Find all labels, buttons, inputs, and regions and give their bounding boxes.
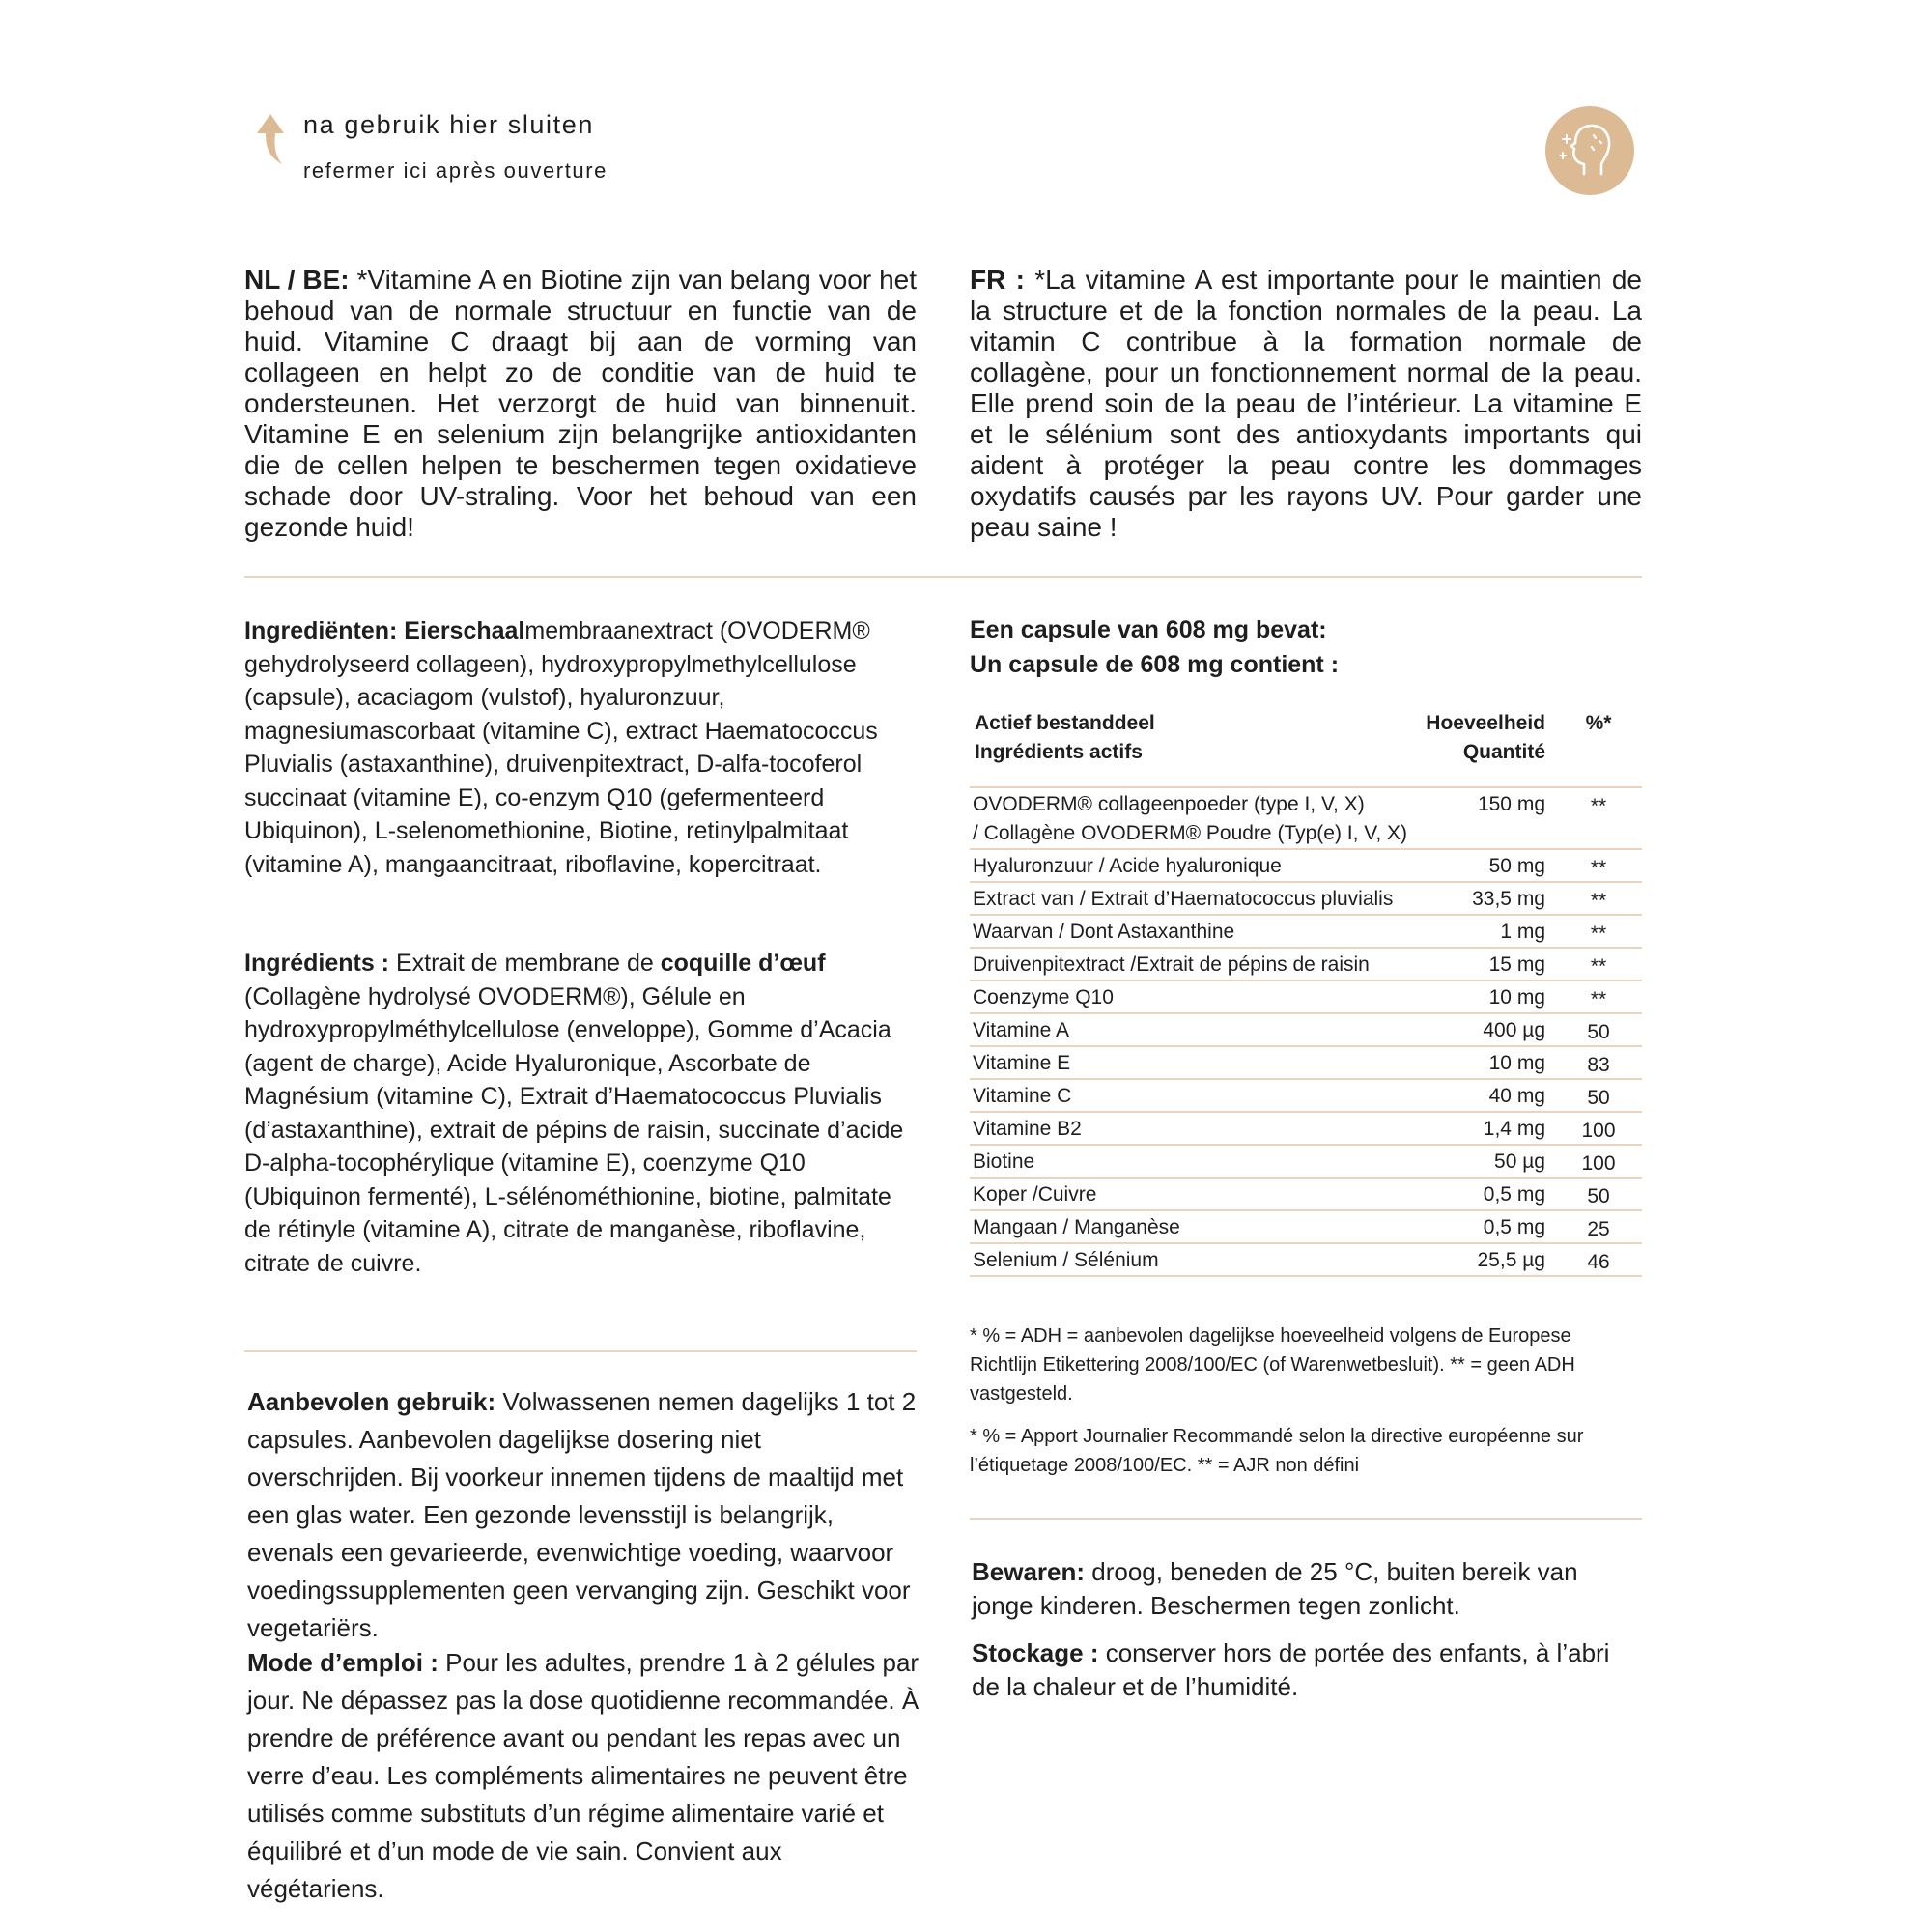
skin-face-icon [1545, 106, 1634, 195]
row-qty: 33,5 mg [1472, 888, 1545, 910]
ingredients-fr-text-2: (Collagène hydrolysé OVODERM®), Gélule en hydroxypropylméthylcellulose (enveloppe), Gomme d’Acacia (agent de charge), Acide Hyaluronique, Ascorbate de Magnésium (vitamine C), Extrait d’Haematococcus Pluvialis (d’astaxanthine), extrait de pépins de raisin, succinate d’acide D-alpha-tocophérylique (vitamine E), coenzyme Q10 (Ubiquinon fermenté), L-sélénométhionine, biotine, palmitate de rétinyle (vitamine A), citrate de manganèse, riboflavine, citrate de cuivre. [244, 982, 904, 1277]
close-instruction-nl: na gebruik hier sluiten [303, 110, 594, 139]
row-qty: 50 µg [1494, 1151, 1545, 1173]
row-qty: 10 mg [1488, 986, 1545, 1009]
row-name-line1: OVODERM® collageenpoeder (type I, V, X) [973, 793, 1365, 815]
header-col-percent: %* [1585, 712, 1612, 734]
capsule-title-nl: Een capsule van 608 mg bevat: [970, 616, 1327, 643]
row-name: Koper /Cuivre [973, 1183, 1097, 1206]
storage-fr [972, 1636, 1644, 1704]
table-row [970, 1047, 1642, 1080]
row-name: Vitamine B2 [973, 1118, 1082, 1140]
row-pct: ** [1590, 857, 1607, 879]
row-qty: 15 mg [1488, 953, 1545, 976]
table-row [970, 1080, 1642, 1113]
row-name: Vitamine A [973, 1019, 1070, 1041]
table-row [970, 1014, 1642, 1047]
header-col-quantity-fr: Quantité [1462, 741, 1545, 763]
row-pct: 100 [1581, 1120, 1616, 1142]
row-qty: 40 mg [1488, 1085, 1545, 1107]
ingredients-fr-bold: coquille d’œuf [660, 950, 826, 977]
row-name: Extract van / Extrait d’Haematococcus pluvialis [973, 888, 1394, 910]
table-row [970, 788, 1642, 850]
usage-nl [247, 1383, 923, 1647]
row-pct: ** [1590, 955, 1607, 978]
row-pct: 50 [1587, 1087, 1610, 1109]
divider [244, 576, 1642, 578]
row-pct: 50 [1587, 1185, 1610, 1208]
row-name-line2: / Collagène OVODERM® Poudre (Typ(e) I, V, X) [973, 822, 1408, 844]
table-row [970, 1146, 1642, 1179]
row-qty: 400 µg [1483, 1019, 1545, 1041]
footnote-nl: * % = ADH = aanbevolen dagelijkse hoeveelheid volgens de Europese Richtlijn Etikettering 2008/100/EC (of Warenwetbesluit). ** = geen ADH vastgesteld. [970, 1325, 1575, 1405]
divider [244, 1350, 917, 1352]
header-col-quantity-nl: Hoeveelheid [1426, 712, 1545, 734]
storage-fr-text: conserver hors de portée des enfants, à l’abri de la chaleur et de l’humidité. [972, 1638, 1610, 1701]
row-qty: 50 mg [1488, 855, 1545, 877]
row-name: Druivenpitextract /Extrait de pépins de raisin [973, 953, 1370, 976]
table-row [970, 981, 1642, 1014]
usage-fr-label: Mode d’emploi : [247, 1648, 439, 1677]
row-qty: 1,4 mg [1483, 1118, 1545, 1140]
row-qty: 10 mg [1488, 1052, 1545, 1074]
row-name: Biotine [973, 1151, 1035, 1173]
claim-fr [970, 265, 1642, 543]
row-pct: ** [1590, 890, 1607, 912]
row-name: Selenium / Sélénium [973, 1249, 1159, 1271]
storage-nl [972, 1555, 1644, 1623]
row-pct: ** [1590, 988, 1607, 1010]
row-qty: 0,5 mg [1483, 1183, 1545, 1206]
capsule-title-fr: Un capsule de 608 mg contient : [970, 651, 1340, 678]
usage-nl-label: Aanbevolen gebruik: [247, 1387, 496, 1416]
claim-fr-text: *La vitamine A est importante pour le maintien de la structure et de la fonction normales de la peau. La vitamin C contribue à la formation normale de collagène, pour un fonctionnement normal de la peau. Elle prend soin de la peau de l’intérieur. La vitamine E et le sélénium sont des antioxydants importants qui aident à protéger la peau contre les dommages oxydatifs causés par les rayons UV. Pour garder une peau saine ! [970, 265, 1642, 542]
divider [970, 1518, 1642, 1520]
row-pct: 25 [1587, 1218, 1610, 1240]
table-row [970, 949, 1642, 981]
row-pct: 50 [1587, 1021, 1610, 1043]
ingredients-nl [244, 614, 920, 881]
ingredients-nl-bold: Eierschaal [397, 617, 525, 644]
ingredients-nl-label: Ingrediënten: [244, 617, 398, 644]
header-col-ingredient-fr: Ingrédients actifs [975, 741, 1143, 763]
ingredients-nl-text: membraanextract (OVODERM® gehydrolyseerd collageen), hydroxypropylmethylcellulose (capsule), acaciagom (vulstof), hyaluronzuur, magnesiumascorbaat (vitamine C), extract Haematococcus Pluvialis (astaxanthine), druivenpitextract, D-alfa-tocoferol succinaat (vitamine E), co-enzym Q10 (gefermenteerd Ubiquinon), L-selenomethionine, Biotine, retinylpalmitaat (vitamine A), mangaancitraat, riboflavine, kopercitraat. [244, 617, 878, 878]
row-pct: 100 [1581, 1152, 1616, 1175]
table-header [970, 709, 1642, 788]
row-name: Vitamine E [973, 1052, 1071, 1074]
usage-fr-text: Pour les adultes, prendre 1 à 2 gélules par jour. Ne dépassez pas la dose quotidienne recommandée. À prendre de préférence avant ou pendant les repas avec un verre d’eau. Les compléments alimentaires ne peuvent être utilisés comme substituts d’un régime alimentaire varié et équilibré et d’un mode de vie sain. Convient aux végétariens. [247, 1648, 920, 1903]
claim-fr-label: FR : [970, 265, 1025, 295]
table-row [970, 1113, 1642, 1146]
row-pct: 83 [1587, 1054, 1610, 1076]
storage-nl-text: droog, beneden de 25 °C, buiten bereik van jonge kinderen. Beschermen tegen zonlicht. [972, 1557, 1578, 1620]
table-row [970, 1211, 1642, 1244]
row-qty: 25,5 µg [1477, 1249, 1545, 1271]
row-pct: ** [1590, 923, 1607, 945]
claim-nl-label: NL / BE: [244, 265, 350, 295]
close-instruction-fr: refermer ici après ouverture [303, 158, 608, 183]
row-pct: 46 [1587, 1251, 1610, 1273]
row-qty: 150 mg [1477, 793, 1545, 815]
header-col-ingredient-nl: Actief bestanddeel [975, 712, 1155, 734]
row-name [973, 790, 1427, 848]
row-name: Waarvan / Dont Astaxanthine [973, 921, 1235, 943]
table-row [970, 1179, 1642, 1211]
table-row [970, 883, 1642, 916]
row-name: Vitamine C [973, 1085, 1072, 1107]
storage-nl-label: Bewaren: [972, 1557, 1086, 1586]
usage-nl-text: Volwassenen nemen dagelijks 1 tot 2 capsules. Aanbevolen dagelijkse dosering niet overschrijden. Bij voorkeur innemen tijdens de maaltijd met een glas water. Een gezonde levensstijl is belangrijk, evenals een gevarieerde, evenwichtige voeding, waarvoor voedingssupplementen geen vervanging zijn. Geschikt voor vegetariërs. [247, 1387, 917, 1642]
row-pct: ** [1590, 795, 1607, 817]
footnote-fr: * % = Apport Journalier Recommandé selon la directive européenne sur l’étiquetage 2008/100/EC. ** = AJR non défini [970, 1426, 1584, 1476]
row-qty: 1 mg [1500, 921, 1545, 943]
table-row [970, 850, 1642, 883]
table-row [970, 1244, 1642, 1277]
claim-nl [244, 265, 917, 543]
arrow-up-icon [253, 112, 288, 166]
row-name: Coenzyme Q10 [973, 986, 1114, 1009]
table-row [970, 916, 1642, 949]
claim-nl-text: *Vitamine A en Biotine zijn van belang voor het behoud van de normale structuur en functie van de huid. Vitamine C draagt bij aan de vorming van collageen en helpt zo de conditie van de huid te ondersteunen. Het verzorgt de huid van binnenuit. Vitamine E en selenium zijn belangrijke antioxidanten die de cellen helpen te beschermen tegen oxidatieve schade door UV-straling. Voor het behoud van een gezonde huid! [244, 265, 917, 542]
header-col-quantity [1352, 709, 1545, 767]
capsule-title [970, 612, 1339, 682]
ingredients-fr [244, 947, 920, 1280]
row-name: Hyaluronzuur / Acide hyaluronique [973, 855, 1282, 877]
row-qty: 0,5 mg [1483, 1216, 1545, 1238]
storage-fr-label: Stockage : [972, 1638, 1099, 1667]
row-name: Mangaan / Manganèse [973, 1216, 1180, 1238]
usage-fr [247, 1644, 923, 1908]
ingredients-fr-label: Ingrédients : [244, 950, 390, 977]
nutrition-table [970, 709, 1642, 1277]
ingredients-fr-text-1: Extrait de membrane de [389, 950, 661, 977]
